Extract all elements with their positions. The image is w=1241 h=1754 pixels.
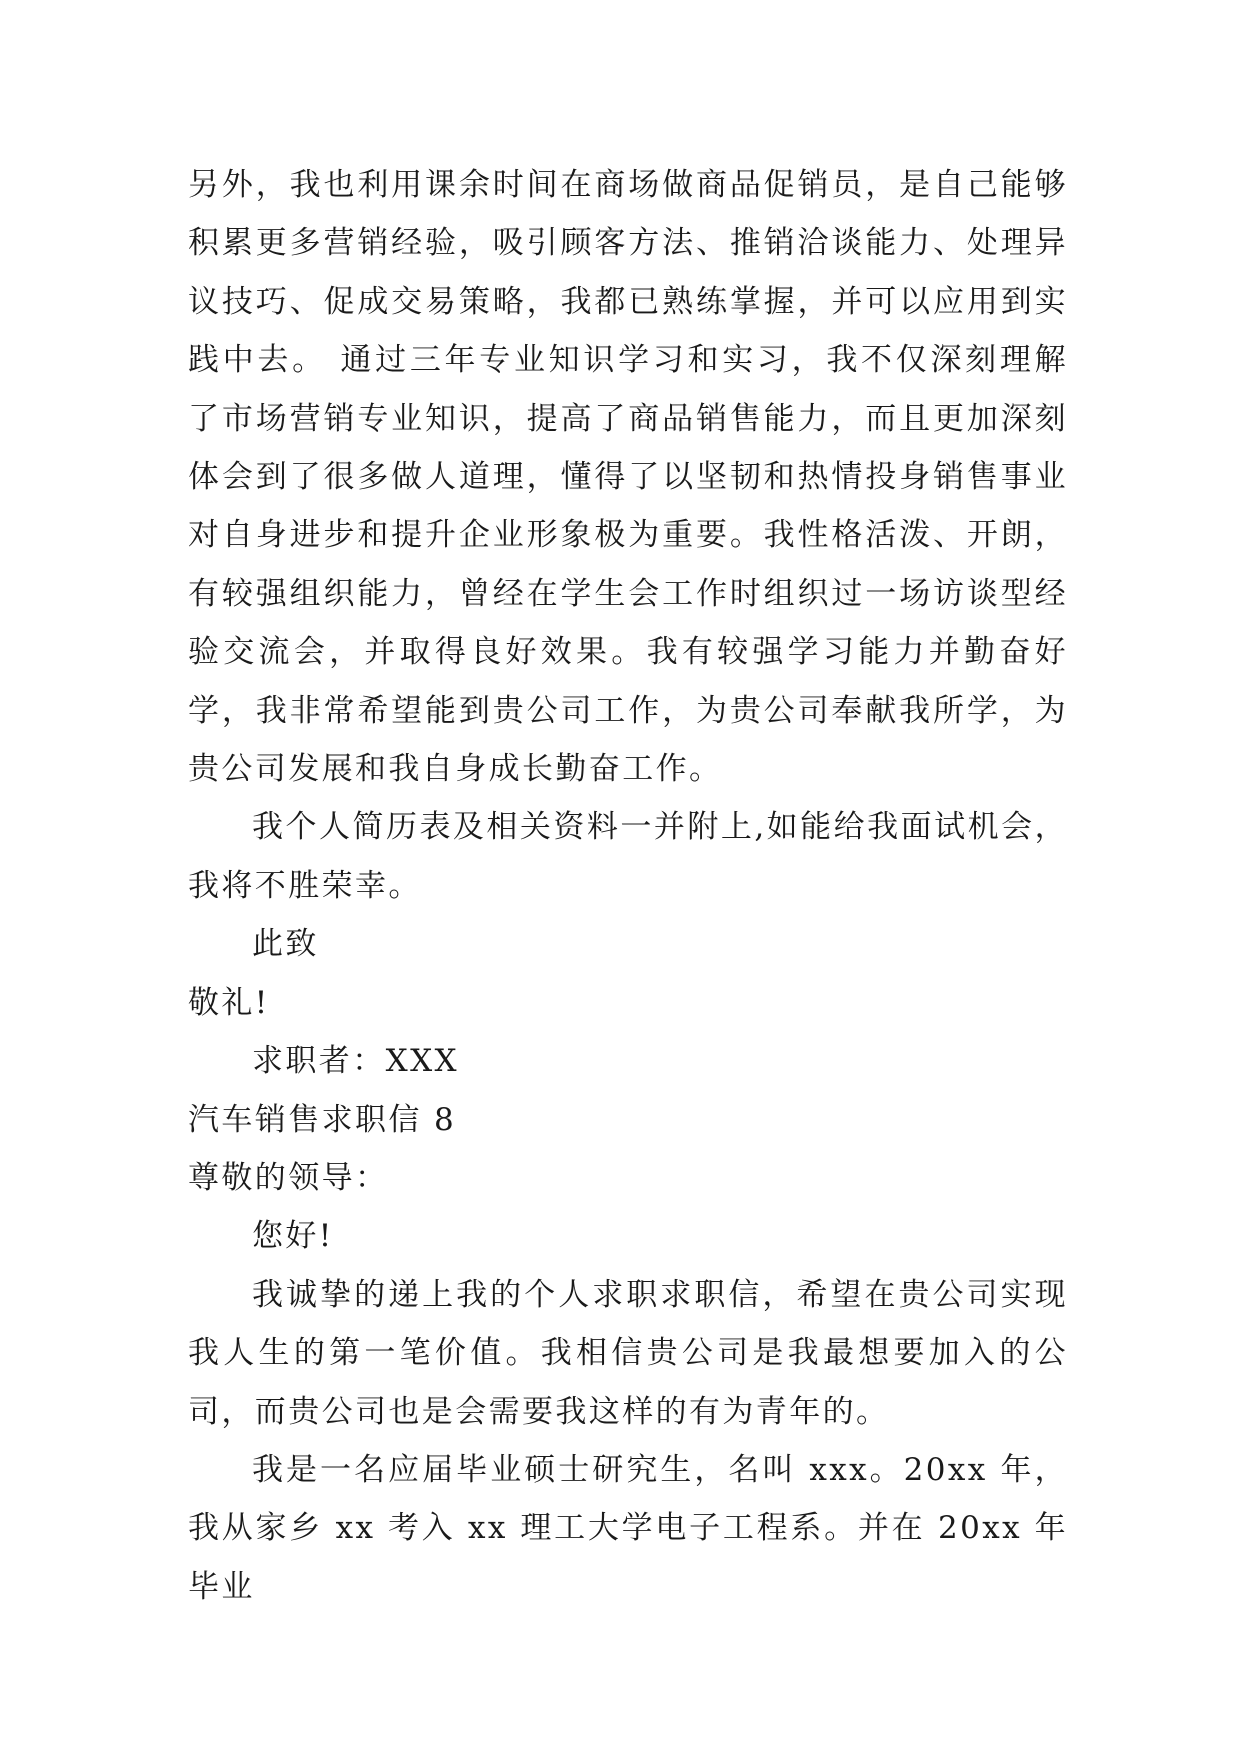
greeting-recipient: 尊敬的领导： bbox=[188, 1159, 389, 1196]
signature-line: 求职者：XXX bbox=[252, 1043, 460, 1080]
closing-salutation: 此致 bbox=[252, 926, 319, 963]
letter-body bbox=[188, 156, 1068, 1616]
paragraph-intro: 我诚挚的递上我的个人求职求职信，希望在贵公司实现我人生的第一笔价值。我相信贵公司是我最想要加入的公司，而贵公司也是会需要我这样的有为青年的。 bbox=[188, 1276, 1068, 1430]
closing-regards: 敬礼! bbox=[188, 984, 270, 1021]
paragraph-experience: 另外，我也利用课余时间在商场做商品促销员，是自己能够积累更多营销经验，吸引顾客方法、推销洽谈能力、处理异议技巧、促成交易策略，我都已熟练掌握，并可以应用到实践中去。 通过三年专业知识学习和实习，我不仅深刻理解了市场营销专业知识，提高了商品销售能力，而且更加深刻体会到了很多做人道理，懂得了以坚韧和热情投身销售事业对自身进步和提升企业形象极为重要。我性格活泼、开朗，有较强组织能力，曾经在学生会工作时组织过一场访谈型经验交流会，并取得良好效果。我有较强学习能力并勤奋好学，我非常希望能到贵公司工作，为贵公司奉献我所学，为贵公司发展和我自身成长勤奋工作。 bbox=[188, 167, 1068, 788]
paragraph-background: 我是一名应届毕业硕士研究生，名叫 xxx。20xx 年，我从家乡 xx 考入 xx 理工大学电子工程系。并在 20xx 年毕业 bbox=[188, 1451, 1068, 1605]
paragraph-attachment: 我个人简历表及相关资料一并附上,如能给我面试机会，我将不胜荣幸。 bbox=[188, 809, 1068, 904]
section-heading: 汽车销售求职信 8 bbox=[188, 1101, 457, 1138]
greeting-hello: 您好! bbox=[252, 1218, 334, 1255]
